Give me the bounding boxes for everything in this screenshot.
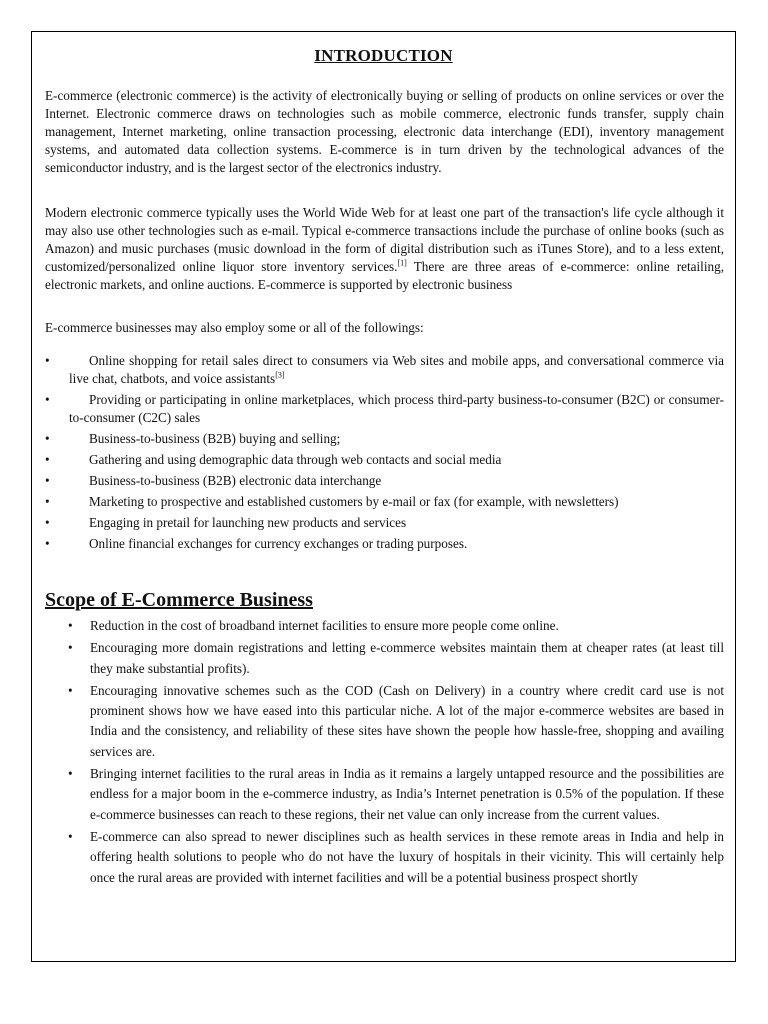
bullet-icon: • (68, 828, 73, 844)
citation-3: [3] (275, 370, 285, 380)
bullet-icon: • (45, 473, 50, 488)
list-item: • Business-to-business (B2B) buying and selling; (45, 431, 341, 446)
bullet-icon: • (45, 515, 50, 530)
intro-paragraph-3: E-commerce businesses may also employ some or all of the followings: (45, 320, 424, 335)
bullet-icon: • (68, 682, 73, 698)
list-item: • Reduction in the cost of broadband internet facilities to ensure more people come online. (68, 616, 724, 636)
intro-paragraph-1: E-commerce (electronic commerce) is the activity of electronically buying or selling of products on online services or over the Internet. Electronic commerce draws on technologies such as mobile commerce, electronic funds transfer, supply chain management, Internet marketing, online transaction processing, electronic data interchange (EDI), inventory management systems, and automated data collection systems. E-commerce is in turn driven by the technological advances of the semiconductor industry, and is the largest sector of the electronics industry. (45, 88, 724, 175)
introduction-heading: INTRODUCTION (314, 46, 453, 65)
scope-heading: Scope of E-Commerce Business (45, 589, 313, 611)
bullet-icon: • (68, 766, 73, 782)
list-item: • Online shopping for retail sales direct to consumers via Web sites and mobile apps, and conversational commerce via live chat, chatbots, and voice assistants[3] (45, 353, 724, 386)
list-item: • Providing or participating in online marketplaces, which process third-party business-to-consumer (B2C) or consumer-to-consumer (C2C) sales (45, 392, 724, 425)
bullet-icon: • (45, 536, 50, 551)
bullet-icon: • (68, 640, 73, 656)
list-item: • Encouraging more domain registrations and letting e-commerce websites maintain them at cheaper rates (at least till they make substantial profits). (68, 640, 724, 676)
list-item: • E-commerce can also spread to newer disciplines such as health services in these remote areas in India and help in offering health solutions to people who do not have the luxury of hospitals in their vicinity. This will certainly help once the rural areas are provided with internet facilities and will be a potential business prospect shortly (68, 828, 724, 885)
intro-paragraph-2 (45, 204, 724, 294)
citation-1: [1] (397, 258, 407, 268)
list-item: • Encouraging innovative schemes such as the COD (Cash on Delivery) in a country where credit card use is not prominent shows how we have eased into this particular niche. A lot of the major e-commerce websites are based in India and the consistency, and reliability of these sites have shown the people how hassle-free, shopping and availing services are. (68, 682, 724, 759)
document-page (31, 31, 736, 962)
list-item: • Online financial exchanges for currency exchanges or trading purposes. (45, 536, 468, 551)
bullet-icon: • (45, 494, 50, 509)
list-item: • Marketing to prospective and established customers by e-mail or fax (for example, with newsletters) (45, 494, 619, 509)
scope-list (68, 616, 724, 890)
ecommerce-activities-list (45, 352, 724, 556)
list-item: • Engaging in pretail for launching new products and services (45, 515, 407, 530)
list-item: • Bringing internet facilities to the rural areas in India as it remains a largely untapped resource and the possibilities are endless for a major boom in the e-commerce industry, as India’s Internet penetration is 0.5% of the population. If these e-commerce businesses can reach to these regions, their net value can only increase from the current values. (68, 766, 724, 822)
bullet-icon: • (45, 353, 50, 368)
list-item: • Business-to-business (B2B) electronic data interchange (45, 473, 382, 488)
bullet-icon: • (68, 618, 73, 633)
intro-paragraph-2-text-a: Modern electronic commerce typically uses the World Wide Web for at least one part of the transaction's life cycle although it may also use other technologies such as e-mail. Typical e-commerce transactions include the purchase of online books (such as Amazon) and music purchases (music download in the form of digital distribution such as iTunes Store), and to a less extent, customized/personalized online liquor store inventory services. (45, 205, 724, 274)
list-item: • Gathering and using demographic data through web contacts and social media (45, 452, 502, 467)
bullet-icon: • (45, 452, 50, 467)
bullet-icon: • (45, 392, 50, 407)
intro-paragraph-2-text-b: There are three areas of e-commerce: online retailing, electronic markets, and online auctions. E-commerce is supported by electronic business (45, 259, 724, 292)
bullet-icon: • (45, 431, 50, 446)
